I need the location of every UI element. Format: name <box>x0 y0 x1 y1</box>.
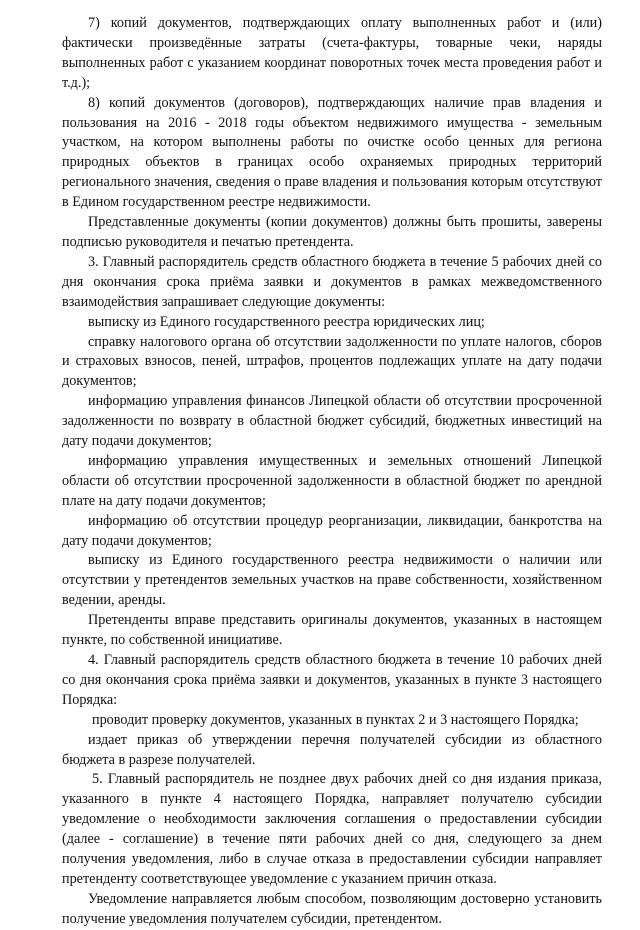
paragraph-documents-stitched: Представленные документы (копии документов) должны быть прошиты, заверены подписью руководителя и печатью претендента. <box>62 214 602 250</box>
paragraph-section-5: 5. Главный распорядитель не позднее двух рабочих дней со дня издания приказа, указанного в пункте 4 настоящего Порядка, направляет получателю субсидии уведомление о необходимости заключения соглашения о предоставлении субсидии (далее - соглашение) в течение пяти рабочих дней со дня, следующего за днем получения уведомления, либо в случае отказа в предоставлении субсидии направляет претенденту соответствующее уведомление с указанием причин отказа. <box>62 771 602 887</box>
paragraph-tax-certificate: справку налогового органа об отсутствии задолженности по уплате налогов, сборов и страховых взносов, пеней, штрафов, процентов подлежащих уплате на дату подачи документов; <box>62 333 602 390</box>
paragraph-section-4: 4. Главный распорядитель средств областного бюджета в течение 10 рабочих дней со дня окончания срока приёма заявки и документов, указанных в пункте 3 настоящего Порядка: <box>62 652 602 708</box>
paragraph-legal-entities-extract: выписку из Единого государственного реестра юридических лиц; <box>88 313 485 330</box>
paragraph-real-estate-extract: выписку из Единого государственного реестра недвижимости о наличии или отсутствии у претендентов земельных участков на праве собственности, хозяйственном ведении, аренды. <box>62 552 602 609</box>
paragraph-order-approval: издает приказ об утверждении перечня получателей субсидии из областного бюджета в разрезе получателей. <box>62 731 602 768</box>
paragraph-notification-method: Уведомление направляется любым способом, позволяющим достоверно установить получение уведомления получателем субсидии, претендентом. <box>62 890 602 927</box>
paragraph-finance-info: информацию управления финансов Липецкой области об отсутствии просроченной задолженности по возврату в областной бюджет субсидий, бюджетных инвестиций на дату подачи документов; <box>62 393 602 450</box>
paragraph-8-copies-contracts: 8) копий документов (договоров), подтверждающих наличие прав владения и пользования на 2016 - 2018 годы объектом недвижимого имущества - земельным участком, на котором выполнены работы по очистке особо ценных для региона природных объектов в границах особо охраняемых природных территорий регионального значения, сведения о праве владения и пользования которым отсутствуют в Едином государственном реестре недвижимости. <box>62 94 602 211</box>
paragraph-section-3: 3. Главный распорядитель средств областного бюджета в течение 5 рабочих дней со дня окончания срока приёма заявки и документов в рамках межведомственного взаимодействия запрашивает следующие документы: <box>62 253 602 310</box>
paragraph-property-info: информацию управления имущественных и земельных отношений Липецкой области об отсутствии просроченной задолженности в областной бюджет по арендной плате на дату подачи документов; <box>62 452 602 509</box>
paragraph-7-copies-payment: 7) копий документов, подтверждающих оплату выполненных работ и (или) фактически произведённые затраты (счета-фактуры, товарные чеки, наряды выполненных работ с указанием координат поворотных точек места проведения работ и т.д.); <box>62 15 602 91</box>
paragraph-applicants-originals: Претенденты вправе представить оригиналы документов, указанных в настоящем пункте, по собственной инициативе. <box>62 612 602 649</box>
paragraph-document-check: проводит проверку документов, указанных в пунктах 2 и 3 настоящего Порядка; <box>92 711 579 728</box>
paragraph-reorganization-info: информацию об отсутствии процедур реорганизации, ликвидации, банкротства на дату подачи документов; <box>62 512 602 549</box>
document-body <box>62 14 602 930</box>
